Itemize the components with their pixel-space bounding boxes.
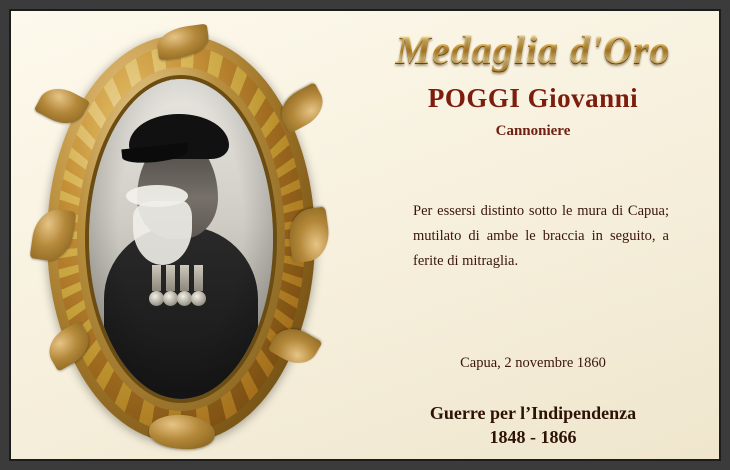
card-page: [11, 11, 719, 459]
place-and-date: Capua, 2 novembre 1860: [460, 355, 606, 371]
photo-vignette: [89, 79, 273, 399]
recipient-name: POGGI Giovanni: [427, 83, 639, 113]
text-column: [347, 11, 719, 459]
war-block: [353, 401, 713, 449]
war-name: Guerre per l’Indipendenza: [429, 403, 637, 423]
recipient-rank: Cannoniere: [495, 123, 571, 139]
citation-text: Per essersi distinto sotto le mura di Capua; mutilato di ambe le braccia in seguito, a ferite di mitraglia.: [413, 203, 669, 269]
portrait-photo: [89, 79, 273, 399]
card-title: Medaglia d'Oro: [353, 27, 713, 73]
portrait-frame: [33, 29, 333, 449]
war-years: 1848 - 1866: [489, 427, 577, 447]
